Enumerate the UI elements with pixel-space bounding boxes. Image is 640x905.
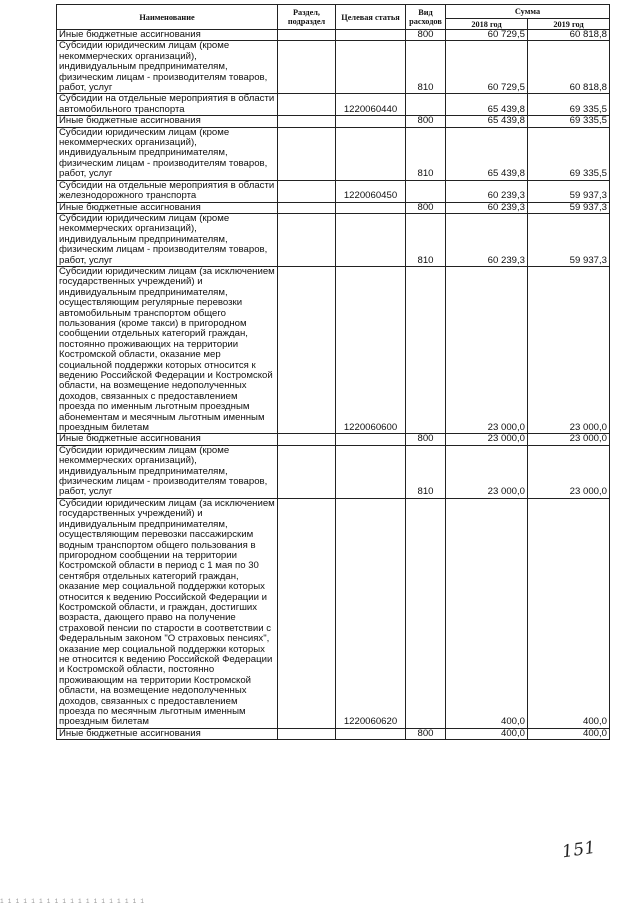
row-sum-2019: 59 937,3 [528, 180, 610, 202]
row-target-article [336, 434, 406, 445]
row-sum-2018: 60 239,3 [446, 213, 528, 266]
row-sum-2019: 400,0 [528, 498, 610, 728]
row-sum-2019: 69 335,5 [528, 116, 610, 127]
row-target-article [336, 728, 406, 739]
table-row [57, 127, 610, 180]
table-row [57, 434, 610, 445]
row-sum-2019: 69 335,5 [528, 94, 610, 116]
row-sum-2018: 23 000,0 [446, 266, 528, 434]
row-sum-2019: 23 000,0 [528, 445, 610, 498]
scan-footer-text: 1 1 1 1 1 1 1 1 1 1 1 1 1 1 1 1 1 1 1 [0, 898, 145, 905]
row-sum-2019: 69 335,5 [528, 127, 610, 180]
header-expense-type: Вид расходов [406, 5, 446, 30]
row-expense-type [406, 266, 446, 434]
header-sum: Сумма [446, 5, 610, 19]
row-sum-2018: 65 439,8 [446, 127, 528, 180]
row-expense-type: 800 [406, 116, 446, 127]
table-row [57, 180, 610, 202]
row-sum-2019: 60 818,8 [528, 41, 610, 94]
row-section [278, 180, 336, 202]
row-name: Иные бюджетные ассигнования [57, 434, 278, 445]
row-expense-type [406, 498, 446, 728]
row-name: Субсидии юридическим лицам (кроме некоммерческих организаций), индивидуальным предпринимателям, физическим лицам - производителям товаров, работ, услуг [57, 213, 278, 266]
row-name: Субсидии юридическим лицам (кроме некоммерческих организаций), индивидуальным предпринимателям, физическим лицам - производителям товаров, работ, услуг [57, 445, 278, 498]
row-sum-2019: 59 937,3 [528, 213, 610, 266]
table-body [57, 30, 610, 740]
page-number: 151 [560, 837, 598, 863]
row-target-article: 1220060620 [336, 498, 406, 728]
row-section [278, 434, 336, 445]
row-section [278, 445, 336, 498]
row-sum-2018: 400,0 [446, 498, 528, 728]
row-target-article: 1220060440 [336, 94, 406, 116]
header-year-2019: 2019 год [528, 19, 610, 30]
row-section [278, 498, 336, 728]
row-sum-2018: 60 239,3 [446, 202, 528, 213]
row-target-article [336, 30, 406, 41]
row-expense-type: 810 [406, 127, 446, 180]
row-target-article [336, 41, 406, 94]
row-section [278, 116, 336, 127]
row-section [278, 266, 336, 434]
header-name: Наименование [57, 5, 278, 30]
row-sum-2018: 60 239,3 [446, 180, 528, 202]
row-expense-type: 810 [406, 41, 446, 94]
row-target-article [336, 213, 406, 266]
row-section [278, 94, 336, 116]
table-row [57, 498, 610, 728]
row-name: Иные бюджетные ассигнования [57, 728, 278, 739]
row-section [278, 30, 336, 41]
row-expense-type: 810 [406, 445, 446, 498]
row-sum-2019: 23 000,0 [528, 266, 610, 434]
row-expense-type: 800 [406, 202, 446, 213]
row-section [278, 213, 336, 266]
table-row [57, 728, 610, 739]
header-year-2018: 2018 год [446, 19, 528, 30]
row-sum-2019: 23 000,0 [528, 434, 610, 445]
header-target-article: Целевая статья [336, 5, 406, 30]
row-name: Субсидии юридическим лицам (за исключением государственных учреждений) и индивидуальным предпринимателям, осуществляющим перевозки пассажирским водным транспортом общего пользования в пригородном сообщении на территории Костромской области в период с 1 мая по 30 сентября отдельных категорий граждан, оказание мер социальной поддержки которых относится к ведению Российской Федерации и Костромской области, и граждан, достигших возраста, дающего право на получение страховой пенсии по старости в соответствии с Федеральным законом "О страховых пенсиях", оказание мер социальной поддержки которых не относится к ведению Российской Федерации и Костромской области, постоянно проживающим на территории Костромской области, на возмещение недополученных доходов, связанных с предоставлением проезда по месячным льготным именным проездным билетам [57, 498, 278, 728]
table-row [57, 116, 610, 127]
row-sum-2018: 65 439,8 [446, 116, 528, 127]
row-expense-type [406, 180, 446, 202]
row-target-article: 1220060450 [336, 180, 406, 202]
row-sum-2018: 23 000,0 [446, 445, 528, 498]
row-target-article [336, 127, 406, 180]
table-row [57, 94, 610, 116]
row-sum-2018: 65 439,8 [446, 94, 528, 116]
row-target-article: 1220060600 [336, 266, 406, 434]
row-expense-type: 800 [406, 30, 446, 41]
row-section [278, 41, 336, 94]
row-name: Субсидии юридическим лицам (кроме некоммерческих организаций), индивидуальным предпринимателям, физическим лицам - производителям товаров, работ, услуг [57, 127, 278, 180]
row-section [278, 202, 336, 213]
row-sum-2019: 60 818,8 [528, 30, 610, 41]
row-target-article [336, 445, 406, 498]
row-name: Субсидии на отдельные мероприятия в области автомобильного транспорта [57, 94, 278, 116]
table-row [57, 202, 610, 213]
table-row [57, 30, 610, 41]
row-sum-2018: 60 729,5 [446, 30, 528, 41]
row-name: Иные бюджетные ассигнования [57, 30, 278, 41]
row-name: Иные бюджетные ассигнования [57, 202, 278, 213]
row-section [278, 728, 336, 739]
table-row [57, 41, 610, 94]
row-expense-type: 800 [406, 728, 446, 739]
row-name: Иные бюджетные ассигнования [57, 116, 278, 127]
table-row [57, 213, 610, 266]
row-sum-2018: 23 000,0 [446, 434, 528, 445]
table-row [57, 266, 610, 434]
row-expense-type: 800 [406, 434, 446, 445]
row-sum-2018: 400,0 [446, 728, 528, 739]
row-expense-type [406, 94, 446, 116]
table-row [57, 445, 610, 498]
budget-table [56, 4, 610, 740]
header-section: Раздел, подраздел [278, 5, 336, 30]
row-name: Субсидии юридическим лицам (кроме некоммерческих организаций), индивидуальным предпринимателям, физическим лицам - производителям товаров, работ, услуг [57, 41, 278, 94]
row-name: Субсидии юридическим лицам (за исключением государственных учреждений) и индивидуальным предпринимателям, осуществляющим регулярные перевозки автомобильным транспортом общего пользования (кроме такси) в пригородном сообщении отдельных категорий граждан, постоянно проживающих на территории Костромской области, оказание мер социальной поддержки которых относится к ведению Российской Федерации и Костромской области, на возмещение недополученных доходов, связанных с предоставлением проезда по именным льготным проездным абонементам и месячным льготным именным проездным билетам [57, 266, 278, 434]
row-expense-type: 810 [406, 213, 446, 266]
row-section [278, 127, 336, 180]
table-header [57, 5, 610, 30]
row-sum-2019: 400,0 [528, 728, 610, 739]
row-name: Субсидии на отдельные мероприятия в области железнодорожного транспорта [57, 180, 278, 202]
row-sum-2019: 59 937,3 [528, 202, 610, 213]
row-sum-2018: 60 729,5 [446, 41, 528, 94]
row-target-article [336, 116, 406, 127]
row-target-article [336, 202, 406, 213]
